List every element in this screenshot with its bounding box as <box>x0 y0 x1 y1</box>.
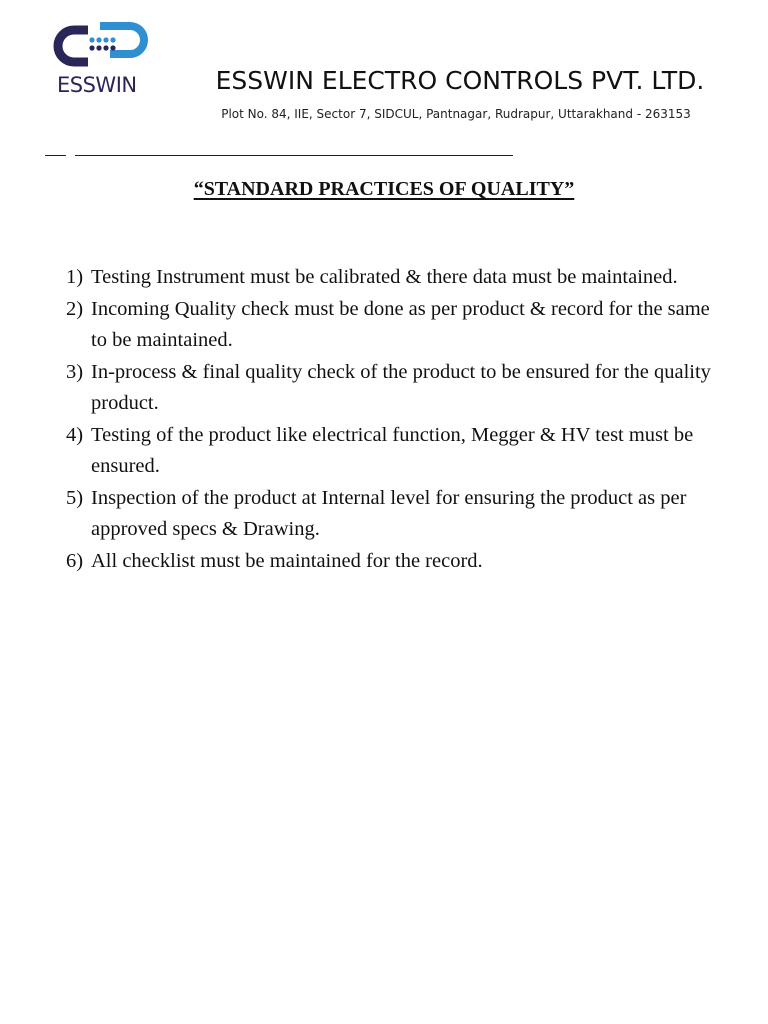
list-item <box>66 294 726 357</box>
list-item-text: Testing of the product like electrical function, Megger & HV test must be ensured. <box>91 423 694 477</box>
company-address: Plot No. 84, IIE, Sector 7, SIDCUL, Pantnagar, Rudrapur, Uttarakhand - 263153 <box>221 107 691 121</box>
list-item-number: 4) <box>66 423 84 446</box>
list-item <box>66 357 726 420</box>
company-name: ESSWIN ELECTRO CONTROLS PVT. LTD. <box>215 66 705 95</box>
document-title <box>0 178 768 201</box>
list-item-text: Testing Instrument must be calibrated & there data must be maintained. <box>91 266 678 288</box>
header-divider-short <box>45 155 66 156</box>
list-item-number: 6) <box>66 549 84 572</box>
list-item-number: 2) <box>66 297 84 320</box>
list-item <box>66 262 726 294</box>
list-item-number: 5) <box>66 486 84 509</box>
list-item <box>66 483 726 546</box>
list-item-text: Inspection of the product at Internal level for ensuring the product as per approved specs & Drawing. <box>91 486 687 540</box>
list-item-number: 1) <box>66 266 84 288</box>
logo-wordmark: ESSWIN <box>57 73 137 97</box>
document-title-text: “STANDARD PRACTICES OF QUALITY” <box>193 178 575 200</box>
list-item <box>66 420 726 483</box>
practice-list <box>66 262 726 577</box>
list-item-text: All checklist must be maintained for the record. <box>91 549 483 572</box>
list-item-number: 3) <box>66 360 84 383</box>
list-item <box>66 546 726 578</box>
list-item-text: Incoming Quality check must be done as per product & record for the same to be maintained. <box>91 297 710 351</box>
header-divider <box>75 155 513 156</box>
list-item-text: In-process & final quality check of the product to be ensured for the quality product. <box>91 360 711 414</box>
